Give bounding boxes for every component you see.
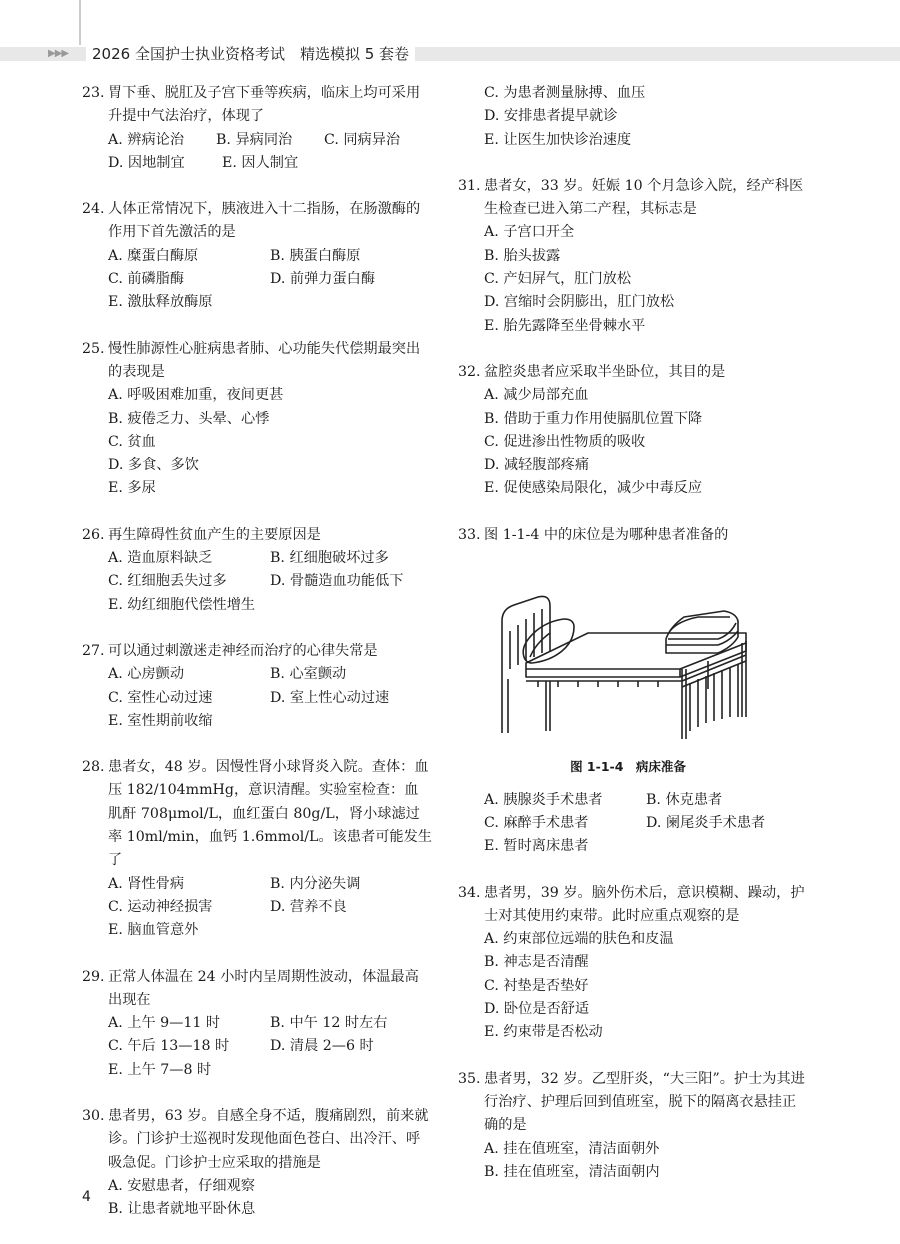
- option: B. 神志是否清醒: [484, 954, 589, 971]
- hospital-bed-figure: [498, 561, 748, 779]
- option: B. 胰蛋白酶原: [270, 247, 361, 264]
- question-stem: 患者男，63 岁。自感全身不适，腹痛剧烈，前来就诊。门诊护士巡视时发现他面色苍白、出冷汗、呼吸急促。门诊护士应采取的措施是: [108, 1107, 429, 1171]
- question-stem: 再生障碍性贫血产生的主要原因是: [108, 526, 321, 543]
- option: A. 安慰患者，仔细观察: [108, 1177, 255, 1194]
- option: C. 午后 13—18 时: [108, 1038, 230, 1055]
- question-stem: 患者女，48 岁。因慢性肾小球肾炎入院。查体：血压 182/104mmHg，意识清醒。实验室检查：血肌酐 708μmol/L，血红蛋白 80g/L，肾小球滤过率 10ml/min，血钙 1.6mmol/L。该患者可能发生了: [108, 759, 432, 869]
- option: C. 衬垫是否垫好: [484, 977, 589, 994]
- question-32: [458, 361, 808, 501]
- question-number: 33.: [458, 526, 481, 543]
- option: B. 异病同治: [216, 131, 293, 148]
- question-stem: 慢性肺源性心脏病患者肺、心功能失代偿期最突出的表现是: [108, 340, 421, 380]
- option: B. 内分泌失调: [270, 875, 361, 892]
- option: B. 疲倦乏力、头晕、心悸: [108, 410, 270, 427]
- option: C. 为患者测量脉搏、血压: [484, 85, 646, 101]
- option: E. 脑血管意外: [108, 922, 199, 939]
- option: C. 麻醉手术患者: [484, 814, 589, 831]
- question-number: 28.: [82, 759, 105, 776]
- option: D. 前弹力蛋白酶: [270, 271, 376, 288]
- question-stem: 患者男，32 岁。乙型肝炎，“大三阳”。护士为其进行治疗、护理后回到值班室，脱下的隔离衣悬挂正确的是: [484, 1070, 805, 1134]
- question-stem: 盆腔炎患者应采取半坐卧位，其目的是: [484, 363, 726, 380]
- question-29: [82, 966, 432, 1082]
- question-stem: 可以通过刺激迷走神经而治疗的心律失常是: [108, 642, 378, 659]
- option: E. 让医生加快诊治速度: [484, 131, 632, 148]
- option: D. 减轻腹部疼痛: [484, 457, 590, 474]
- option: C. 同病异治: [324, 131, 401, 148]
- question-number: 24.: [82, 201, 105, 218]
- option: B. 挂在值班室，清洁面朝内: [484, 1163, 660, 1180]
- question-stem: 图 1-1-4 中的床位是为哪种患者准备的: [484, 526, 729, 543]
- option: A. 肾性骨病: [108, 875, 185, 892]
- question-number: 25.: [82, 340, 105, 357]
- option: B. 中午 12 时左右: [270, 1015, 388, 1032]
- option: A. 约束部位远端的肤色和皮温: [484, 931, 674, 948]
- page-number: 4: [82, 1189, 91, 1205]
- question-35: [458, 1068, 808, 1184]
- option: B. 胎头拔露: [484, 247, 561, 264]
- option: E. 多尿: [108, 480, 156, 497]
- option: D. 卧位是否舒适: [484, 1001, 590, 1018]
- question-30: [82, 1105, 432, 1221]
- option: B. 心室颤动: [270, 666, 347, 683]
- option: C. 贫血: [108, 433, 156, 450]
- option: D. 多食、多饮: [108, 457, 199, 474]
- left-column: [82, 82, 432, 1244]
- option: D. 营养不良: [270, 898, 347, 915]
- option: D. 因地制宜: [108, 154, 185, 171]
- option: E. 胎先露降至坐骨棘水平: [484, 317, 646, 334]
- question-number: 26.: [82, 526, 105, 543]
- option: A. 胰腺炎手术患者: [484, 791, 603, 808]
- option: B. 休克患者: [646, 791, 723, 808]
- question-stem: 人体正常情况下，胰液进入十二指肠，在肠激酶的作用下首先激活的是: [108, 201, 421, 241]
- question-number: 31.: [458, 177, 481, 194]
- option: D. 室上性心动过速: [270, 689, 390, 706]
- option: C. 促进渗出性物质的吸收: [484, 433, 646, 450]
- question-34: [458, 882, 808, 1045]
- question-27: [82, 640, 432, 733]
- question-24: [82, 198, 432, 314]
- question-31: [458, 175, 808, 338]
- option: E. 暂时离床患者: [484, 838, 589, 855]
- hospital-bed-illustration: [498, 561, 748, 741]
- option: E. 幼红细胞代偿性增生: [108, 596, 256, 613]
- option: E. 因人制宜: [222, 154, 299, 171]
- header-divider: [79, 0, 81, 45]
- option: A. 上午 9—11 时: [108, 1015, 221, 1032]
- question-number: 32.: [458, 363, 481, 380]
- question-number: 27.: [82, 642, 105, 659]
- option: D. 安排患者提早就诊: [484, 108, 618, 125]
- question-30-continued: [458, 82, 808, 152]
- option: C. 红细胞丢失过多: [108, 573, 227, 590]
- option: A. 呼吸困难加重，夜间更甚: [108, 387, 284, 404]
- question-stem: 患者男，39 岁。脑外伤术后，意识模糊、躁动，护士对其使用约束带。此时应重点观察的是: [484, 884, 805, 924]
- option: B. 红细胞破坏过多: [270, 550, 389, 567]
- option: D. 阑尾炎手术患者: [646, 814, 766, 831]
- option: A. 糜蛋白酶原: [108, 247, 199, 264]
- option: D. 骨髓造血功能低下: [270, 573, 404, 590]
- option: C. 室性心动过速: [108, 689, 213, 706]
- option: A. 心房颤动: [108, 666, 185, 683]
- option: C. 运动神经损害: [108, 898, 213, 915]
- option: E. 激肽释放酶原: [108, 294, 213, 311]
- right-column: [458, 82, 808, 1207]
- option: E. 促使感染局限化，减少中毒反应: [484, 480, 703, 497]
- option: B. 借助于重力作用使膈肌位置下降: [484, 410, 703, 427]
- option: C. 产妇屏气，肛门放松: [484, 271, 632, 288]
- option: E. 上午 7—8 时: [108, 1061, 212, 1078]
- question-number: 35.: [458, 1070, 481, 1087]
- option: A. 辨病论治: [108, 131, 185, 148]
- option: C. 前磷脂酶: [108, 271, 185, 288]
- option: E. 室性期前收缩: [108, 712, 213, 729]
- question-25: [82, 338, 432, 501]
- question-stem: 胃下垂、脱肛及子宫下垂等疾病，临床上均可采用升提中气法治疗，体现了: [108, 85, 421, 125]
- question-23: [82, 82, 432, 175]
- question-stem: 患者女，33 岁。妊娠 10 个月急诊入院，经产科医生检查已进入第二产程，其标志是: [484, 177, 804, 218]
- option: A. 子宫口开全: [484, 224, 575, 241]
- question-number: 23.: [82, 85, 105, 101]
- question-number: 29.: [82, 968, 105, 985]
- question-stem: 正常人体温在 24 小时内呈周期性波动，体温最高出现在: [108, 968, 419, 1008]
- figure-caption: 图 1-1-4 病床准备: [570, 759, 686, 775]
- option: D. 宫缩时会阴膨出，肛门放松: [484, 294, 675, 311]
- option: D. 清晨 2—6 时: [270, 1038, 374, 1055]
- question-33: [458, 524, 808, 859]
- option: A. 造血原料缺乏: [108, 550, 213, 567]
- question-number: 34.: [458, 884, 481, 901]
- running-header: 2026 全国护士执业资格考试 精选模拟 5 套卷: [86, 42, 415, 66]
- chevron-icon: ▶▶▶: [48, 48, 69, 59]
- option: A. 挂在值班室，清洁面朝外: [484, 1140, 660, 1157]
- question-26: [82, 524, 432, 617]
- option: B. 让患者就地平卧休息: [108, 1201, 256, 1218]
- option: E. 约束带是否松动: [484, 1024, 603, 1041]
- option: A. 减少局部充血: [484, 387, 589, 404]
- question-28: [82, 756, 432, 942]
- question-number: 30.: [82, 1107, 105, 1124]
